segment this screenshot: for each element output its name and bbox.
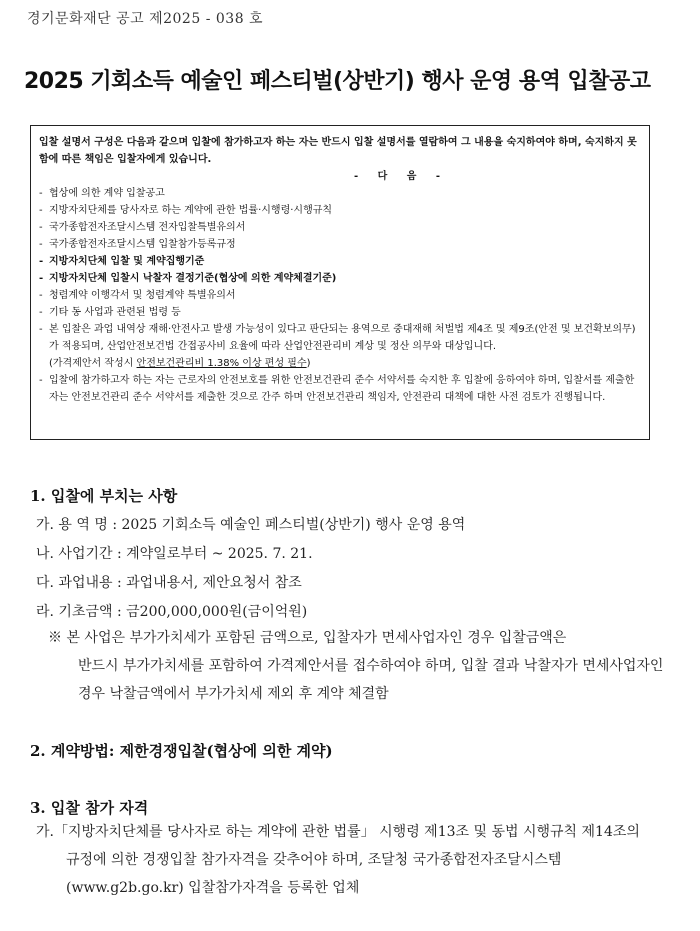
safety-paren-end: )	[306, 358, 311, 369]
section2-label: 2. 계약방법:	[30, 742, 120, 760]
list-item: - 지방자치단체 입찰 및 계약집행기준	[39, 253, 643, 270]
safety-paren-underline: 안전보건관리비 1.38% 이상 편성 필수	[136, 358, 307, 369]
document-list	[39, 185, 643, 321]
list-item: - 입찰에 참가하고자 하는 자는 근로자의 안전보호를 위한 안전보건관리 준수 서약서를 숙지한 후 입찰에 응하여야 하며, 입찰서를 제출한 자는 안전보건관리 준수 서약서를 제출한 것으로 간주 하며 안전보건관리 책임자, 안전관리 대책에 대한 사전 검토가 진행됩니다.	[39, 372, 643, 406]
section1-row-base-amount: 라. 기초금액 : 금200,000,000원(금이억원)	[36, 604, 308, 620]
list-item-text: 국가종합전자조달시스템 입찰참가등록규정	[49, 239, 236, 250]
list-item-text: 지방자치단체 입찰시 낙찰자 결정기준(협상에 의한 계약체결기준)	[49, 273, 337, 284]
section2-heading	[30, 740, 333, 761]
safety-list	[39, 321, 643, 406]
vat-note	[48, 624, 668, 708]
list-item-text: 국가종합전자조달시스템 전자입찰특별유의서	[49, 222, 246, 233]
section3-heading: 3. 입찰 참가 자격	[30, 799, 149, 817]
section1-heading: 1. 입찰에 부치는 사항	[30, 487, 178, 505]
box-intro: 입찰 설명서 구성은 다음과 같으며 입찰에 참가하고자 하는 자는 반드시 입찰 설명서를 열람하여 그 내용을 숙지하여야 하며, 숙지하지 못함에 따른 책임은 입찰자에게 있습니다.	[39, 137, 637, 165]
list-item: - 지방자치단체 입찰시 낙찰자 결정기준(협상에 의한 계약체결기준)	[39, 270, 643, 287]
section2-value: 제한경쟁입찰(협상에 의한 계약)	[119, 742, 333, 760]
list-item-text: 지방자치단체 입찰 및 계약집행기준	[49, 256, 205, 267]
vat-note-rest: 반드시 부가가치세를 포함하여 가격제안서를 접수하여야 하며, 입찰 결과 낙찰자가 면세사업자인 경우 낙찰금액에서 부가가치세 제외 후 계약 체결함	[78, 658, 664, 702]
list-item-text: 기타 동 사업과 관련된 법령 등	[49, 307, 181, 318]
pledge-text: 입찰에 참가하고자 하는 자는 근로자의 안전보호를 위한 안전보건관리 준수 서약서를 숙지한 후 입찰에 응하여야 하며, 입찰서를 제출한 자는 안전보건관리 준수 서약서를 제출한 것으로 간주 하며 안전보건관리 책임자, 안전관리 대책에 대한 사전 검토가 진행됩니다.	[49, 375, 635, 403]
list-item: - 본 입찰은 과업 내역상 재해·안전사고 발생 가능성이 있다고 판단되는 용역으로 중대재해 처벌법 제4조 및 제9조(안전 및 보건확보의무)가 적용되며, 산업안전보건법 간접공사비 요율에 따라 산업안전관리비 계상 및 정산 의무와 대상입니다. (가격제안서 작성시 안전보건관리비 1.38% 이상 편성 필수)	[39, 324, 636, 369]
list-item: - 지방자치단체를 당사자로 하는 계약에 관한 법률·시행령·시행규칙	[39, 202, 643, 219]
list-item-text: 청렴계약 이행각서 및 청렴계약 특별유의서	[49, 290, 236, 301]
section3-item	[36, 818, 666, 902]
list-item: - 청렴계약 이행각서 및 청렴계약 특별유의서	[39, 287, 643, 304]
list-item-text: 지방자치단체를 당사자로 하는 계약에 관한 법률·시행령·시행규칙	[49, 205, 333, 216]
list-item: - 기타 동 사업과 관련된 법령 등	[39, 304, 643, 321]
bid-document-box	[30, 125, 650, 440]
section1-row-service-name: 가. 용 역 명 : 2025 기회소득 예술인 페스티벌(상반기) 행사 운영 용역	[36, 517, 466, 533]
box-dahm: - 다 음 -	[353, 171, 449, 182]
safety-text: 본 입찰은 과업 내역상 재해·안전사고 발생 가능성이 있다고 판단되는 용역으로 중대재해 처벌법 제4조 및 제9조(안전 및 보건확보의무)가 적용되며, 산업안전보건법 간접공사비 요율에 따라 산업안전관리비 계상 및 정산 의무와 대상입니다.	[49, 324, 636, 352]
list-item: - 국가종합전자조달시스템 전자입찰특별유의서	[39, 219, 643, 236]
vat-note-first: ※ 본 사업은 부가가치세가 포함된 금액으로, 입찰자가 면세사업자인 경우 입찰금액은	[48, 630, 567, 646]
list-item-text: 협상에 의한 계약 입찰공고	[49, 188, 165, 199]
section1-row-period: 나. 사업기간 : 계약일로부터 ~ 2025. 7. 21.	[36, 546, 313, 562]
section1-row-content: 다. 과업내용 : 과업내용서, 제안요청서 참조	[36, 575, 302, 591]
safety-paren-start: (가격제안서 작성시	[49, 358, 137, 369]
section3-item-rest: 규정에 의한 경쟁입찰 참가자격을 갖추어야 하며, 조달청 국가종합전자조달시스템 (www.g2b.go.kr) 입찰참가자격을 등록한 업체	[66, 852, 562, 896]
list-item: - 협상에 의한 계약 입찰공고	[39, 185, 643, 202]
page-title: 2025 기회소득 예술인 페스티벌(상반기) 행사 운영 용역 입찰공고	[24, 69, 651, 94]
section3-item-first: 가.「지방자치단체를 당사자로 하는 계약에 관한 법률」 시행령 제13조 및 동법 시행규칙 제14조의	[36, 824, 640, 840]
list-item: - 국가종합전자조달시스템 입찰참가등록규정	[39, 236, 643, 253]
notice-number: 경기문화재단 공고 제2025 - 038 호	[27, 11, 264, 27]
